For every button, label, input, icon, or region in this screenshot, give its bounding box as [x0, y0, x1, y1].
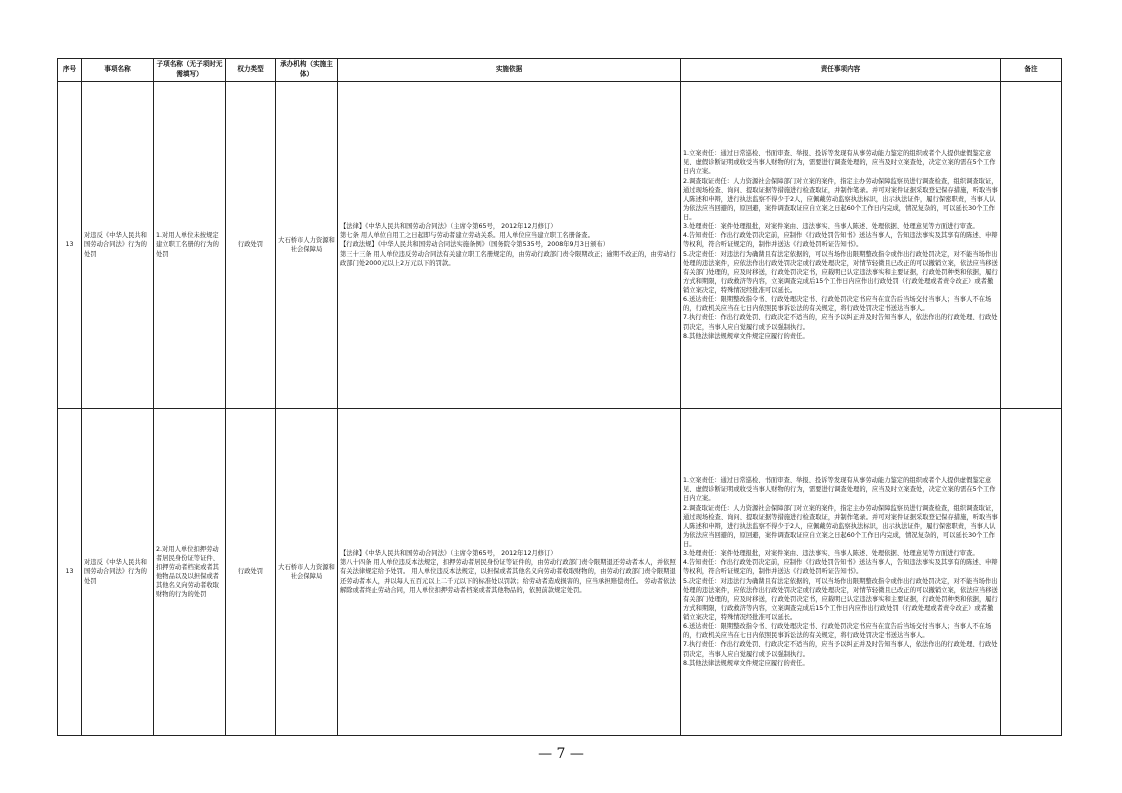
header-row [58, 59, 1062, 82]
row-agency: 大石桥市人力资源和社会保障局 [276, 82, 338, 409]
header-power-type: 权力类型 [226, 59, 276, 82]
responsibility-line: 2.调查取证责任：人力资源社会保障部门对立案的案件，指定主办劳动保障监察员进行调查检查，组织调查取证，通过现场检查、询问、提取证据等措施进行检查取证，并制作笔录。并可对案件证据采取登记保存措施，听取当事人陈述和申辩，进行执法监察不得少于2人，应佩戴劳动监察执法标识，出示执法证件，履行保密职责，当事人认为依法应当回避的，原回避，案件调查取证应自立案之日起60个工作日内完成，情况复杂的，可以延长30个工作日。 [683, 177, 998, 222]
header-item-name: 事项名称 [82, 59, 154, 82]
header-remarks: 备注 [1001, 59, 1062, 82]
basis-line: 【法律】《中华人民共和国劳动合同法》（主席令第65号， 2012年12月修订） [340, 550, 557, 558]
basis-line: 第七条 用人单位自用工之日起即与劳动者建立劳动关系。用人单位应当建立职工名册备查。 [340, 232, 594, 240]
table-row [58, 82, 1062, 409]
responsibility-line: 3.处理责任：案件处理报批，对案件案由、违法事实、当事人陈述、处理依据、处理意见等方面进行审查。 [683, 550, 979, 558]
row-item-name: 对违反《中华人民共和国劳动合同法》行为的处罚 [82, 409, 154, 736]
basis-line: 第三十三条 用人单位违反劳动合同法有关建立职工名册规定的，由劳动行政部门责令限期改正；逾期不改正的，由劳动行政部门处2000元以上2万元以下的罚款。 [340, 250, 676, 267]
header-basis: 实施依据 [338, 59, 681, 82]
row-sub-item: 2.对用人单位扣押劳动者居民身份证等证件、扣押劳动者档案或者其他物品以及以担保或者其他名义向劳动者收取财物的行为的处罚 [154, 409, 226, 736]
responsibility-line: 1.立案责任：通过日常巡检、书面审查、举报、投诉等发现有从事劳动能力鉴定的组织或者个人提供虚假鉴定意见、虚假诊断证明或收受当事人财物的行为，需要进行调查处理的，应当及时立案查处，决定立案的需在5个工作日内立案。 [683, 477, 996, 503]
responsibility-line: 8.其他法律法规规章文件规定应履行的责任。 [683, 332, 809, 340]
row-basis [338, 409, 681, 736]
row-seq: 13 [58, 409, 82, 736]
basis-line: 【法律】《中华人民共和国劳动合同法》（主席令第65号， 2012年12月修订） [340, 223, 557, 231]
row-basis [338, 82, 681, 409]
row-responsibility [681, 82, 1001, 409]
header-responsibility: 责任事项内容 [681, 59, 1001, 82]
row-responsibility [681, 409, 1001, 736]
responsibility-line: 3.处理责任：案件处理报批，对案件案由、违法事实、当事人陈述、处理依据、处理意见等方面进行审查。 [683, 223, 979, 231]
row-remarks [1001, 82, 1062, 409]
page-number: — 7 — [538, 746, 584, 762]
header-agency: 承办机构（实施主体） [276, 59, 338, 82]
row-item-name: 对违反《中华人民共和国劳动合同法》行为的处罚 [82, 82, 154, 409]
responsibility-line: 2.调查取证责任：人力资源社会保障部门对立案的案件，指定主办劳动保障监察员进行调查检查，组织调查取证，通过现场检查、询问、提取证据等措施进行检查取证，并制作笔录。并可对案件证据采取登记保存措施，听取当事人陈述和申辩，进行执法监察不得少于2人，应佩戴劳动监察执法标识，出示执法证件，履行保密职责，当事人认为依法应当回避的，原回避，案件调查取证应自立案之日起60个工作日内完成，情况复杂的，可以延长30个工作日。 [683, 504, 998, 549]
header-sub-item: 子项名称（无子项时无需填写） [154, 59, 226, 82]
responsibility-line: 4.告知责任：作出行政处罚决定前，应制作《行政处罚告知书》送达当事人，告知违法事实及其享有的陈述、申辩等权利，符合听证规定的，制作并送达《行政处罚听证告知书》。 [683, 232, 998, 249]
responsibility-line: 7.执行责任：作出行政处罚、行政决定不适当的，应当予以纠正并及时告知当事人，依法作出的行政处理、行政处罚决定，当事人应自觉履行或予以强制执行。 [683, 314, 998, 331]
basis-line: 【行政法规】《中华人民共和国劳动合同法实施条例》（国务院令第535号，2008年9月3日颁布） [340, 241, 610, 249]
responsibility-line: 5.决定责任：对违法行为确凿且有法定依据的，可以当场作出限期整改指令或作出行政处罚决定，对不能当场作出处理的违法案件，应依法作出行政处罚决定或行政处理决定，对情节轻微且已改正的可以撤销立案，依法应当移送有关部门处理的，应及时移送，行政处罚决定书，应载明已认定违法事实和主要证据，行政处罚种类和依据，履行方式和期限，行政救济等内容，立案调查完成后15个工作日内应作出行政处罚（行政处理或者责令改正）或者撤销立案决定，特殊情况经批准可以延长。 [683, 577, 998, 622]
responsibility-line: 5.决定责任：对违法行为确凿且有法定依据的，可以当场作出限期整改指令或作出行政处罚决定，对不能当场作出处理的违法案件，应依法作出行政处罚决定或行政处理决定，对情节轻微且已改正的可以撤销立案，依法应当移送有关部门处理的，应及时移送，行政处罚决定书，应载明已认定违法事实和主要证据，行政处罚种类和依据，履行方式和期限，行政救济等内容，立案调查完成后15个工作日内应作出行政处罚（行政处理或者责令改正）或者撤销立案决定，特殊情况经批准可以延长。 [683, 250, 998, 295]
row-seq: 13 [58, 82, 82, 409]
header-seq: 序号 [58, 59, 82, 82]
responsibility-line: 1.立案责任：通过日常巡检、书面审查、举报、投诉等发现有从事劳动能力鉴定的组织或者个人提供虚假鉴定意见、虚假诊断证明或收受当事人财物的行为，需要进行调查处理的，应当及时立案查处，决定立案的需在5个工作日内立案。 [683, 150, 996, 176]
responsibility-table [57, 58, 1062, 736]
row-remarks [1001, 409, 1062, 736]
row-power-type: 行政处罚 [226, 409, 276, 736]
row-power-type: 行政处罚 [226, 82, 276, 409]
basis-line: 第八十四条 用人单位违反本法规定，扣押劳动者居民身份证等证件的，由劳动行政部门责令限期退还劳动者本人，并依照有关法律规定给予处罚。 用人单位违反本法规定，以担保或者其他名义向劳动者收取财物的，由劳动行政部门责令限期退还劳动者本人，并以每人五百元以上二千元以下的标准处以罚款；给劳动者造成损害的，应当承担赔偿责任。 劳动者依法解除或者终止劳动合同，用人单位扣押劳动者档案或者其他物品的，依照前款规定处罚。 [340, 559, 676, 594]
table-row [58, 409, 1062, 736]
responsibility-line: 7.执行责任：作出行政处罚、行政决定不适当的，应当予以纠正并及时告知当事人，依法作出的行政处理、行政处罚决定，当事人应自觉履行或予以强制执行。 [683, 641, 998, 658]
responsibility-line: 4.告知责任：作出行政处罚决定前，应制作《行政处罚告知书》送达当事人，告知违法事实及其享有的陈述、申辩等权利，符合听证规定的，制作并送达《行政处罚听证告知书》。 [683, 559, 998, 576]
row-sub-item: 1.对用人单位未按规定建立职工名册的行为的处罚 [154, 82, 226, 409]
responsibility-line: 6.送达责任：限期整改指令书、行政处理决定书、行政处罚决定书应当在宣告后当场交付当事人；当事人不在场的，行政机关应当在七日内依照民事诉讼法的有关规定，将行政处罚决定书送达当事人。 [683, 623, 992, 640]
responsibility-line: 8.其他法律法规规章文件规定应履行的责任。 [683, 659, 809, 667]
responsibility-line: 6.送达责任：限期整改指令书、行政处理决定书、行政处罚决定书应当在宣告后当场交付当事人；当事人不在场的，行政机关应当在七日内依照民事诉讼法的有关规定，将行政处罚决定书送达当事人。 [683, 296, 992, 313]
row-agency: 大石桥市人力资源和社会保障局 [276, 409, 338, 736]
